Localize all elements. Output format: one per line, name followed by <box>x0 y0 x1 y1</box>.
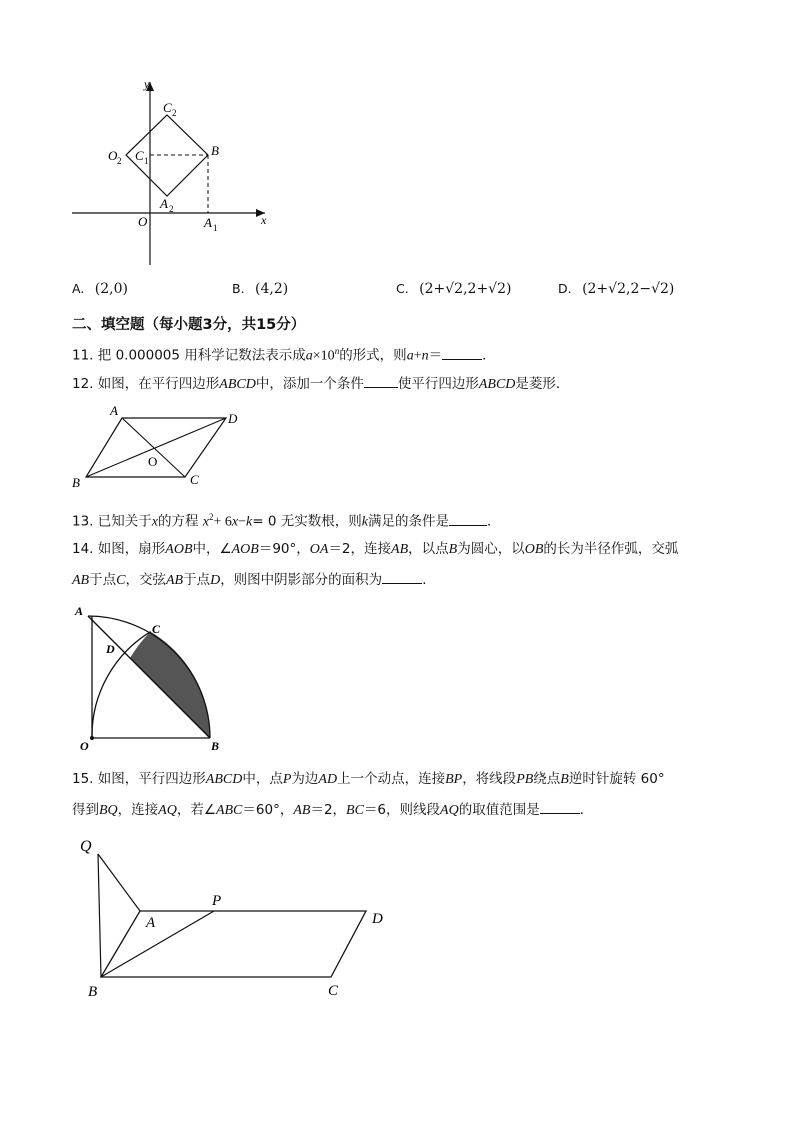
q14-period: ． <box>422 572 436 588</box>
label-C1-sub: 1 <box>144 156 149 166</box>
label-x: x <box>261 213 267 227</box>
label-C2: C <box>163 100 172 115</box>
label-y: y <box>144 77 150 91</box>
q11-period: ． <box>482 347 496 364</box>
q15-text: 为边 <box>291 771 319 787</box>
q12-math-abcd-2: ABCD <box>478 377 516 392</box>
q15-math: ABC <box>215 803 243 818</box>
q14-math: AOB <box>231 542 259 557</box>
label-C1: C <box>135 148 144 163</box>
figure-q10 <box>60 70 290 270</box>
q14-math: AB <box>72 573 90 588</box>
label-D: D <box>372 911 383 927</box>
option-b-letter: B. <box>232 281 245 296</box>
q14-number: 14. <box>72 541 94 557</box>
label-A: A <box>110 403 118 418</box>
label-C: C <box>152 622 161 636</box>
q14-math: OB <box>524 542 544 557</box>
section-heading: 二、填空题（每小题3分，共15分） <box>72 317 306 333</box>
q13-text-6: 满足的条件是 <box>367 513 449 530</box>
option-c-text: (2+√2,2+√2) <box>419 281 512 297</box>
option-c-letter: C. <box>396 281 409 296</box>
q15-text: ＝2， <box>310 802 347 818</box>
q15-math: PB <box>516 772 534 787</box>
q13-math-x2: x <box>202 514 210 530</box>
q11-text-1: 把 0.000005 用科学记数法表示成 <box>97 347 306 364</box>
figure-q12 <box>66 402 256 494</box>
q12-number: 12. <box>72 376 94 392</box>
q15-math: AD <box>318 772 338 787</box>
q15-math: AQ <box>158 803 177 818</box>
label-O: O <box>80 739 89 753</box>
label-O: O <box>148 454 158 469</box>
label-A: A <box>75 604 84 618</box>
option-a-text: (2,0) <box>94 281 128 297</box>
q13-text-1: 已知关于 <box>97 513 152 530</box>
label-A2: A <box>160 196 168 211</box>
option-d-text: (2+√2,2−√2) <box>582 281 675 297</box>
q14-answer-blank[interactable] <box>382 571 422 584</box>
q15-text: 中，点 <box>242 771 283 787</box>
q13-number: 13. <box>72 513 94 530</box>
q15-math: BP <box>445 772 463 787</box>
q14-math: AB <box>165 573 184 588</box>
question-15-line-2 <box>72 801 593 820</box>
q11-answer-blank[interactable] <box>442 347 482 360</box>
q14-math: AB <box>391 542 409 557</box>
q15-text: ，若∠ <box>176 802 216 818</box>
label-C: C <box>328 983 339 999</box>
q14-math: B <box>448 542 458 557</box>
question-14-line-1 <box>72 540 678 559</box>
q15-text: 如图，平行四边形 <box>97 771 206 787</box>
label-B: B <box>72 475 80 490</box>
q15-math: BQ <box>99 803 118 818</box>
q14-math: AOB <box>165 542 193 557</box>
option-d[interactable] <box>558 281 674 297</box>
q14-text: 如图，扇形 <box>97 541 166 557</box>
label-O2-sub: 2 <box>117 156 122 166</box>
q14-text: 的长为半径作弧，交弧 <box>543 541 679 557</box>
label-A1-sub: 1 <box>213 223 218 233</box>
q14-math: OA <box>309 542 329 557</box>
q11-math-n: n <box>421 348 429 364</box>
option-a[interactable] <box>72 281 128 297</box>
option-c[interactable] <box>396 281 511 297</box>
question-12 <box>72 375 569 394</box>
q15-text: 得到 <box>72 802 99 818</box>
q15-text: 逆时针旋转 60° <box>568 771 665 787</box>
label-D: D <box>228 411 238 426</box>
q15-text: ，将线段 <box>462 771 517 787</box>
q11-equals: ＝ <box>428 347 443 364</box>
figure-q15 <box>70 830 400 1005</box>
q15-text: ，连接 <box>117 802 159 818</box>
q15-period: ． <box>579 802 594 818</box>
q12-text-3: 使平行四边形 <box>397 376 479 392</box>
q14-math: D <box>210 573 221 588</box>
q13-answer-blank[interactable] <box>449 513 487 526</box>
q14-text: 于点 <box>89 572 117 588</box>
q12-text-2: 中，添加一个条件 <box>255 376 364 392</box>
q13-minus: − <box>238 514 247 530</box>
q15-text: ＝6，则线段 <box>363 802 441 818</box>
q15-math: B <box>560 772 569 787</box>
q12-text-4: 是菱形． <box>515 376 570 392</box>
label-A: A <box>146 915 156 931</box>
label-O2: O <box>108 148 118 163</box>
label-O: O <box>138 214 148 229</box>
option-a-letter: A. <box>72 281 85 296</box>
q14-text: 中，∠ <box>192 541 232 557</box>
q13-exp-2: 2 <box>209 512 214 522</box>
q15-math: ABCD <box>205 772 243 787</box>
label-C: C <box>190 472 199 487</box>
q11-exp-n: n <box>334 346 340 356</box>
label-B: B <box>88 984 98 1000</box>
q14-text: 为圆心，以 <box>457 541 525 557</box>
question-14-line-2 <box>72 571 436 590</box>
label-A1: A <box>204 215 212 230</box>
q15-text: 的取值范围是 <box>458 802 540 818</box>
q14-text: ，交弦 <box>125 572 166 588</box>
q11-times-ten: ×10 <box>312 348 335 364</box>
q15-math: BC <box>346 803 364 818</box>
q15-number: 15. <box>72 771 94 787</box>
q15-math: P <box>282 772 292 787</box>
label-Q: Q <box>80 838 92 855</box>
q12-answer-blank[interactable] <box>364 375 398 388</box>
q11-text-3: 的形式，则 <box>339 347 407 364</box>
q14-text: ，以点 <box>408 541 449 557</box>
q14-math: C <box>116 573 126 588</box>
question-11 <box>72 342 496 366</box>
q13-text-2: 的方程 <box>158 513 199 530</box>
option-b[interactable] <box>232 281 288 297</box>
q11-number: 11. <box>72 347 94 364</box>
q14-text: ，则图中阴影部分的面积为 <box>220 572 383 588</box>
q13-plus-six: + 6 <box>213 514 232 530</box>
q13-period: ． <box>486 513 501 530</box>
question-15-line-1 <box>72 770 665 789</box>
figure-q14 <box>70 600 230 760</box>
q13-math-k2: k <box>361 514 368 530</box>
q13-math-x: x <box>151 514 158 530</box>
label-B: B <box>211 739 220 753</box>
q14-text: ＝2，连接 <box>328 541 392 557</box>
q15-text: 上一个动点，连接 <box>337 771 446 787</box>
q11-plus: + <box>413 348 422 364</box>
q12-text-1: 如图，在平行四边形 <box>97 376 220 392</box>
label-D: D <box>106 642 115 656</box>
option-d-letter: D. <box>558 281 572 296</box>
q15-answer-blank[interactable] <box>540 801 580 814</box>
q15-text: ＝60°， <box>242 802 294 818</box>
q11-math-a2: a <box>406 348 414 364</box>
q13-text-5: = 0 无实数根，则 <box>252 513 362 530</box>
q15-math: AQ <box>440 803 459 818</box>
q15-text: 绕点 <box>533 771 561 787</box>
q14-text: 于点 <box>183 572 211 588</box>
q15-math: AB <box>293 803 311 818</box>
q13-math-k: k <box>246 514 253 530</box>
q11-math-a: a <box>305 348 313 364</box>
question-13 <box>72 508 500 532</box>
label-P: P <box>212 893 222 909</box>
q14-text: ＝90°， <box>258 541 310 557</box>
label-B: B <box>211 143 219 158</box>
q13-math-x3: x <box>231 514 239 530</box>
option-b-text: (4,2) <box>255 281 289 297</box>
label-C2-sub: 2 <box>172 108 177 118</box>
label-A2-sub: 2 <box>169 204 174 214</box>
q12-math-abcd: ABCD <box>219 377 256 392</box>
